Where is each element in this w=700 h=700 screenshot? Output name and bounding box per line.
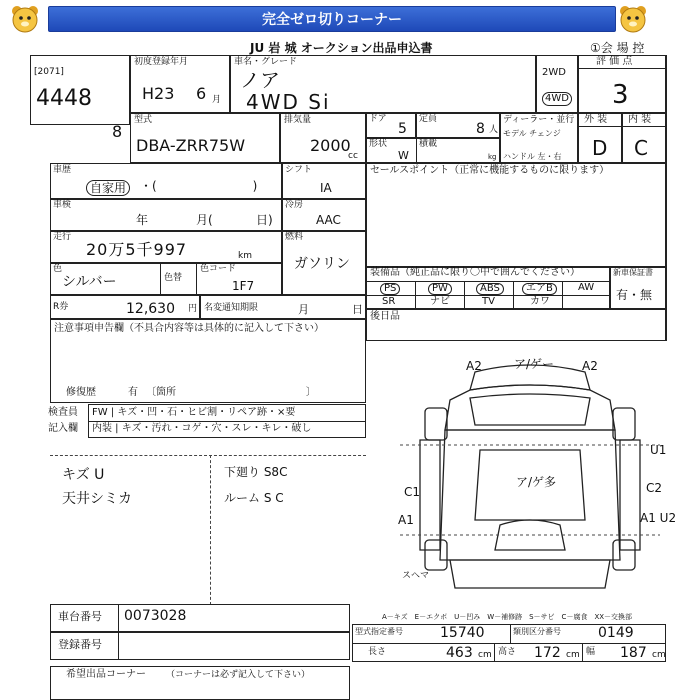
equip-sr: SR bbox=[382, 296, 396, 307]
aircon-value: AAC bbox=[316, 213, 341, 227]
class-no-value: 0149 bbox=[598, 625, 634, 641]
inspection-box bbox=[50, 199, 282, 231]
chassis-value: 0073028 bbox=[124, 608, 187, 624]
reg-era-year: H23 bbox=[142, 84, 175, 103]
inspection-label: 車検 bbox=[53, 200, 72, 210]
shift-label: シフト bbox=[285, 165, 313, 175]
interior-value: C bbox=[634, 136, 648, 160]
length-label: 長さ bbox=[368, 647, 387, 657]
inspection-month: 月( bbox=[196, 213, 213, 227]
equipment-label: 装備品（純正品に限り〇中で囲んでください） bbox=[370, 267, 580, 278]
height-value: 172 bbox=[534, 645, 561, 661]
diagram-top-a2: A2 bbox=[466, 359, 482, 373]
recycle-label: R券 bbox=[53, 302, 69, 312]
shape-label: 形状 bbox=[369, 139, 388, 149]
header-banner bbox=[0, 0, 700, 40]
org-title: JU 岩 城 オークション出品申込書 bbox=[250, 41, 433, 55]
sales-point-label: セールスポイント（正常に機能するものに限ります） bbox=[370, 165, 610, 176]
reg-number-label: 登録番号 bbox=[58, 638, 102, 651]
diagram-right-c: C2 bbox=[646, 481, 663, 495]
note-right-1: 下廻り S8C bbox=[224, 465, 288, 479]
recycle-box bbox=[50, 295, 200, 319]
mileage-unit: km bbox=[238, 251, 252, 261]
capacity-label: 定員 bbox=[419, 114, 438, 124]
sales-point-box bbox=[366, 163, 666, 267]
dealer-label: ディーラー・並行 bbox=[503, 115, 575, 125]
engine-unit: cc bbox=[348, 151, 358, 161]
inspector-label1: 検査員 bbox=[48, 407, 78, 418]
bear-mascot-icon bbox=[618, 4, 648, 34]
car-label: 車名・グレード bbox=[234, 57, 298, 67]
name-change-day: 日 bbox=[352, 303, 363, 316]
diagram-bottom-left: スヘマ bbox=[402, 571, 430, 581]
drive-opt1: 2WD bbox=[542, 67, 566, 78]
doors-label: ドア bbox=[369, 114, 387, 124]
shift-value: IA bbox=[320, 181, 332, 195]
reg-month-unit: 月 bbox=[212, 95, 222, 105]
drive-opt2: 4WD bbox=[542, 92, 572, 106]
interior-label: 内 装 bbox=[628, 114, 652, 125]
car-grade: 4WD Si bbox=[246, 90, 331, 114]
equip-leather: カワ bbox=[530, 296, 550, 307]
note-right-2: ルーム S C bbox=[224, 491, 284, 505]
equip-tv: TV bbox=[482, 296, 495, 307]
chassis-label: 車台番号 bbox=[58, 610, 102, 623]
reg-month: 6 bbox=[196, 84, 207, 103]
equip-navi: ナビ bbox=[430, 296, 450, 307]
grade-label: 評 価 点 bbox=[596, 56, 633, 67]
mileage-value: 20万5千997 bbox=[86, 240, 188, 259]
diagram-left-a: A1 bbox=[398, 513, 414, 527]
post-install-label: 後日品 bbox=[370, 311, 400, 322]
exterior-label: 外 装 bbox=[584, 114, 608, 125]
handle-side: ハンドル 左・右 bbox=[503, 152, 562, 161]
lot-code: [2071] bbox=[34, 67, 64, 77]
post-install-box bbox=[366, 309, 666, 341]
inspector-row1: FW | キズ・凹・石・ヒビ割・リペア跡・×要 bbox=[92, 407, 296, 418]
color-label: 色 bbox=[53, 264, 63, 274]
lot-side-mark: 8 bbox=[112, 122, 123, 141]
height-label: 高さ bbox=[498, 647, 517, 657]
width-unit: cm bbox=[652, 650, 666, 660]
height-unit: cm bbox=[566, 650, 580, 660]
repair-place: 〔箇所 〕 bbox=[146, 387, 316, 398]
fuel-value: ガソリン bbox=[294, 256, 350, 272]
venue-copy: ①会 場 控 bbox=[590, 41, 645, 55]
car-name: ノア bbox=[240, 68, 280, 92]
type-no-value: 15740 bbox=[440, 625, 485, 641]
shape-value: W bbox=[398, 149, 409, 162]
usage-rest: ・( ) bbox=[140, 179, 258, 193]
doors-value: 5 bbox=[398, 121, 407, 137]
dealer-model-change: モデル チェンジ bbox=[503, 129, 561, 138]
color-value: シルバー bbox=[62, 274, 117, 290]
usage-label: 車歴 bbox=[53, 165, 72, 175]
banner-title: 完全ゼロ切りコーナー bbox=[262, 12, 402, 28]
equip-aw: AW bbox=[578, 282, 595, 293]
width-value: 187 bbox=[620, 645, 647, 661]
fuel-label: 燃料 bbox=[285, 232, 304, 242]
exterior-value: D bbox=[592, 136, 608, 160]
color-code-label: 色コード bbox=[200, 264, 237, 274]
damage-legend: A－キズ E－エクボ U－凹み W－補修跡 S－サビ C－腐食 XX－交換部 bbox=[382, 613, 633, 621]
name-change-month: 月 bbox=[298, 303, 309, 316]
wish-label: 希望出品コーナー bbox=[66, 669, 146, 680]
note-left-1: キズ U bbox=[62, 467, 105, 483]
wish-note: （コーナーは必ず記入して下さい） bbox=[166, 670, 311, 680]
manual-value: 有・無 bbox=[616, 288, 653, 302]
inspector-row2: 内装 | キズ・汚れ・コゲ・穴・スレ・キレ・破し bbox=[92, 423, 312, 434]
diagram-top-right: A2 bbox=[582, 359, 598, 373]
diagram-right-u: U1 bbox=[650, 443, 667, 457]
lot-number: 4448 bbox=[36, 86, 92, 111]
name-change-label: 名変通知期限 bbox=[204, 303, 259, 313]
type-no-label: 型式指定番号 bbox=[355, 627, 403, 636]
equip-abs: ABS bbox=[476, 283, 504, 295]
manual-label: 新車保証書 bbox=[613, 268, 653, 277]
width-label: 幅 bbox=[586, 647, 596, 657]
reg-label: 初度登録年月 bbox=[134, 57, 189, 67]
load-label: 積載 bbox=[419, 139, 438, 149]
equip-pw: PW bbox=[428, 283, 452, 295]
recycle-unit: 円 bbox=[188, 304, 198, 314]
model-label: 型式 bbox=[134, 115, 153, 125]
equip-ps: PS bbox=[380, 283, 400, 295]
model-value: DBA-ZRR75W bbox=[136, 136, 246, 155]
notes-label: 注意事項申告欄（不具合内容等は具体的に記入して下さい） bbox=[54, 323, 324, 334]
banner-bar bbox=[48, 6, 616, 32]
aircon-label: 冷房 bbox=[285, 200, 304, 210]
note-left-2: 天井シミカ bbox=[62, 491, 132, 507]
load-unit: kg bbox=[488, 153, 497, 161]
capacity-value: 8 bbox=[476, 121, 485, 137]
length-value: 463 bbox=[446, 645, 473, 661]
inspection-year: 年 bbox=[136, 213, 149, 227]
bear-mascot-icon bbox=[10, 4, 40, 34]
diagram-center: ア/ゲ多 bbox=[516, 475, 557, 489]
length-unit: cm bbox=[478, 650, 492, 660]
capacity-unit: 人 bbox=[489, 125, 499, 135]
diagram-right-a: A1 U2 bbox=[640, 511, 677, 525]
inspection-day: 日) bbox=[256, 213, 273, 227]
diagram-left-c: C1 bbox=[404, 485, 421, 499]
grade-score: 3 bbox=[612, 80, 629, 110]
color-tone-label: 色替 bbox=[164, 273, 183, 283]
recycle-value: 12,630 bbox=[126, 301, 175, 317]
engine-label: 排気量 bbox=[284, 115, 312, 125]
equip-airbag: エアB bbox=[522, 283, 557, 295]
usage-value: 自家用 bbox=[86, 180, 130, 196]
class-no-label: 類別区分番号 bbox=[513, 627, 561, 636]
engine-value: 2000 bbox=[310, 136, 351, 155]
inspector-label2: 記入欄 bbox=[48, 423, 78, 434]
diagram-top-mid: ア/ゲー bbox=[514, 357, 555, 371]
repair-label: 修復歴 bbox=[66, 387, 96, 398]
mileage-label: 走行 bbox=[53, 232, 72, 242]
repair-value: 有 bbox=[128, 387, 138, 398]
color-code: 1F7 bbox=[232, 279, 255, 293]
